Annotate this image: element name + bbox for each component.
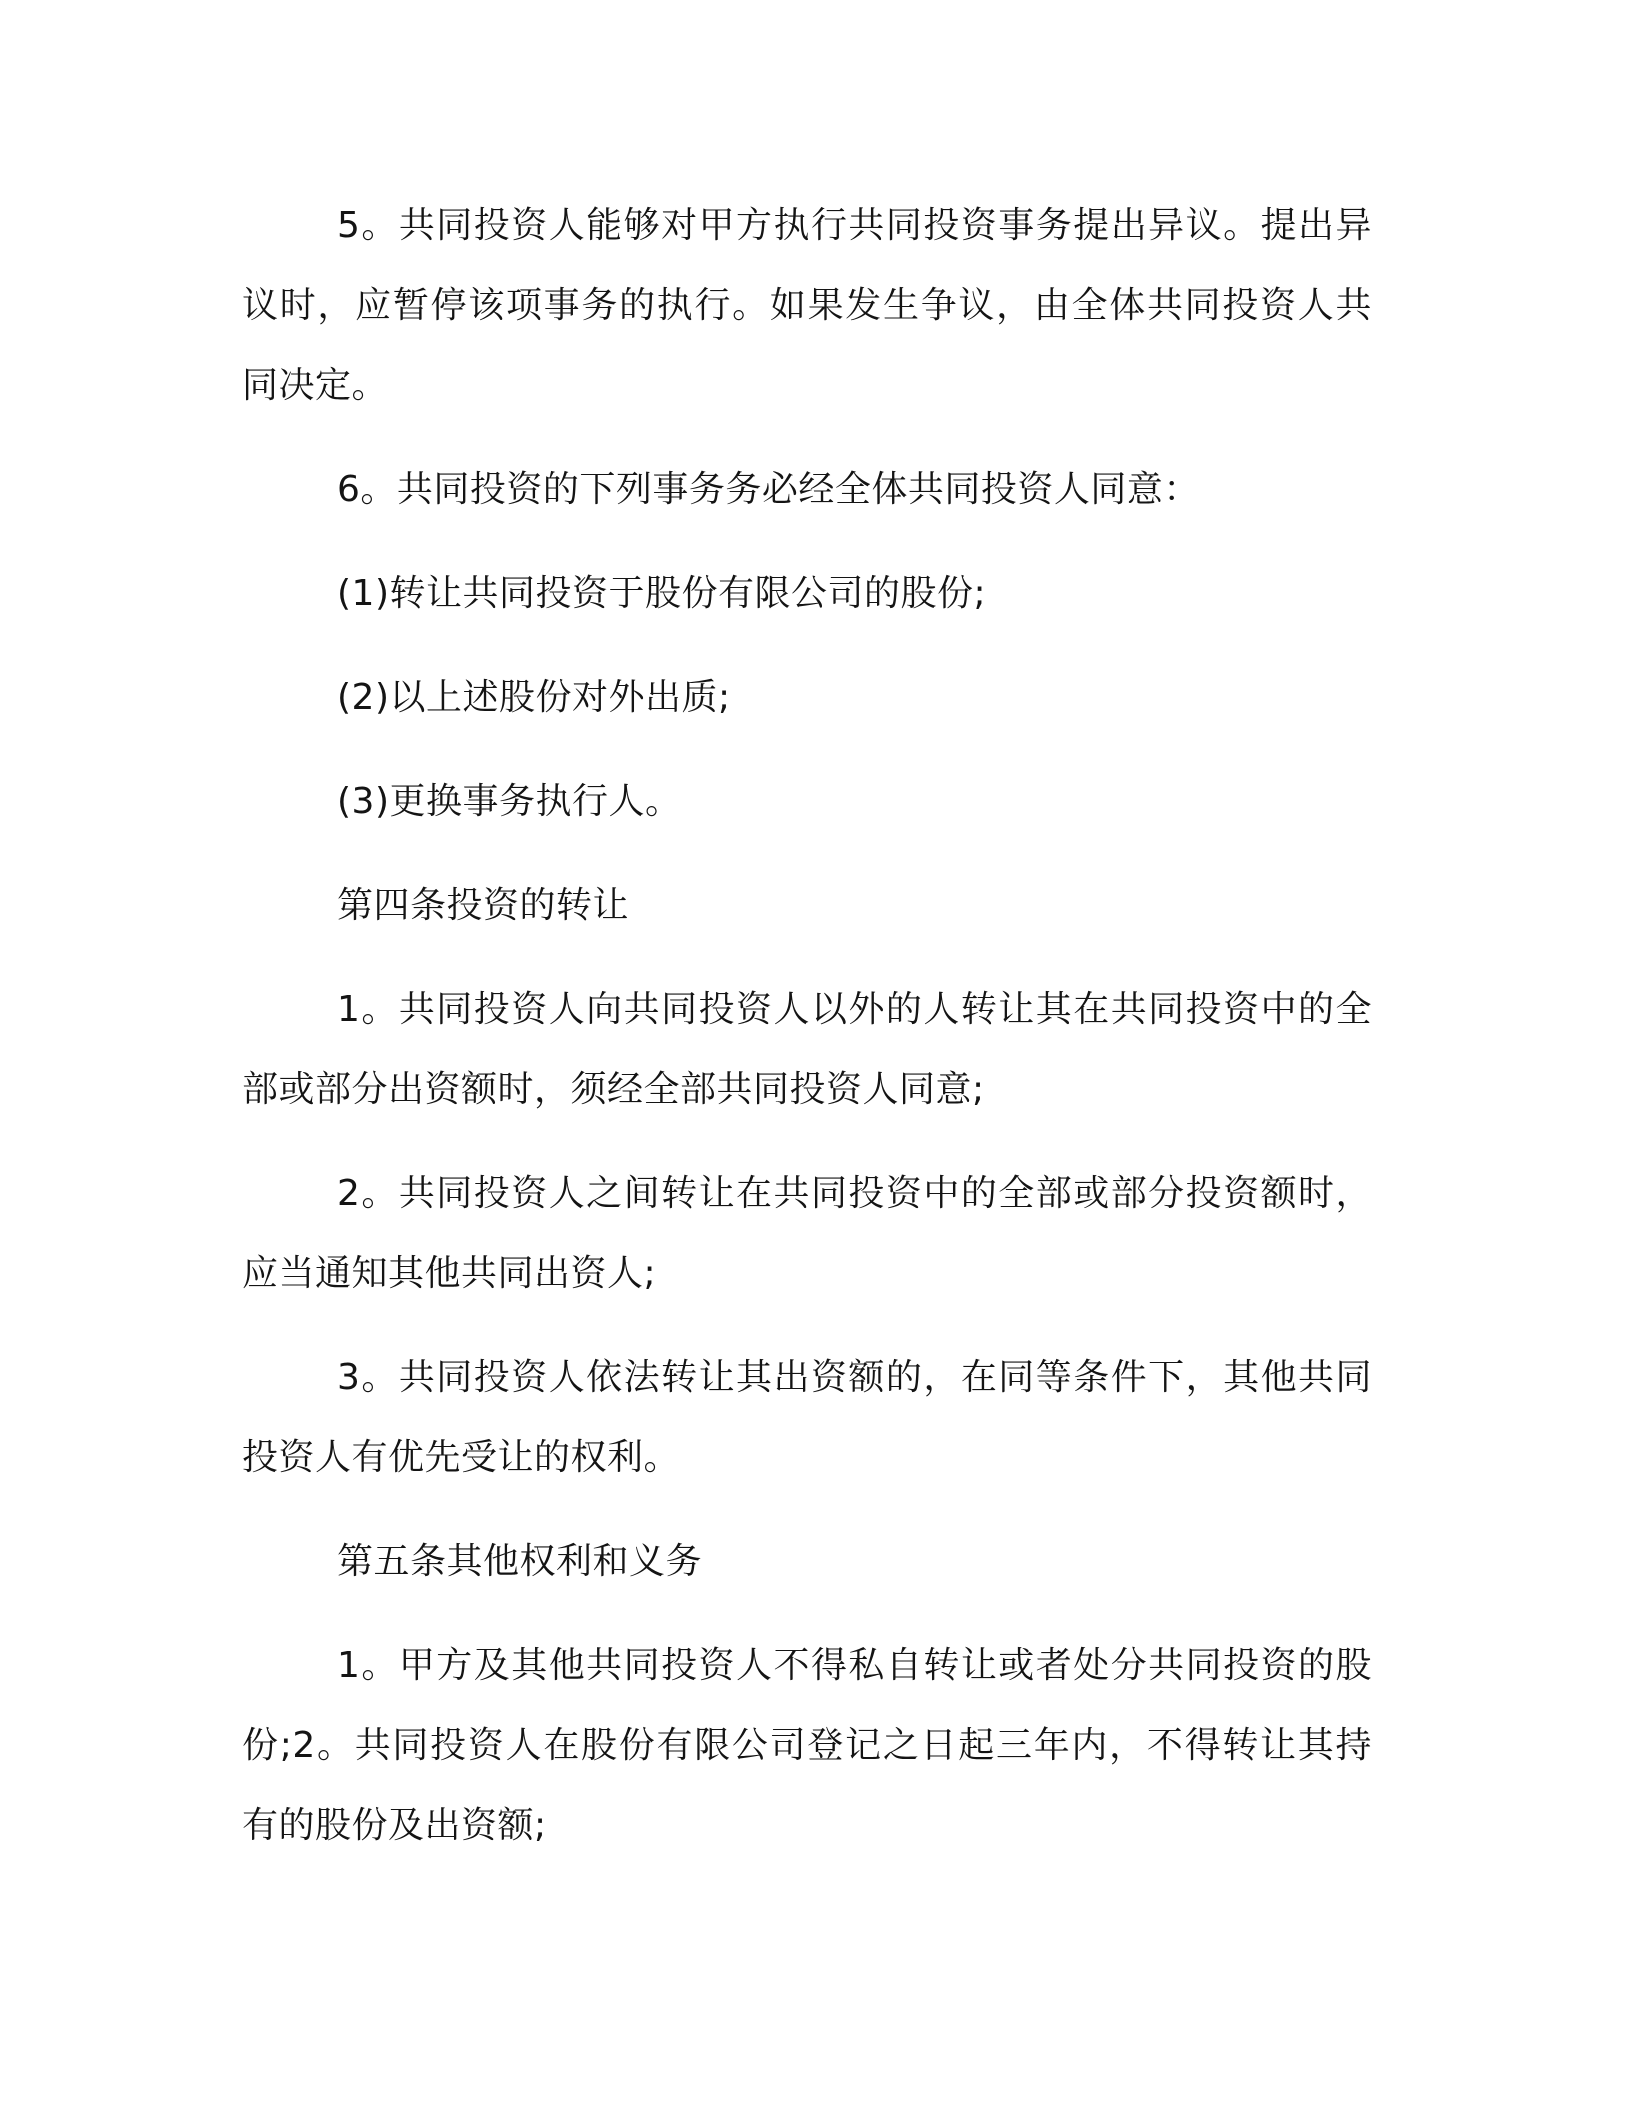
paragraph-item-1: (1)转让共同投资于股份有限公司的股份;: [337, 573, 987, 614]
paragraph-transfer-external: 1。共同投资人向共同投资人以外的人转让其在共同投资中的全部或部分出资额时，须经全部共同投资人同意;: [242, 989, 1372, 1110]
paragraph-item-3: (3)更换事务执行人。: [337, 781, 682, 822]
paragraph-other-obligations: 1。甲方及其他共同投资人不得私自转让或者处分共同投资的股份;2。共同投资人在股份有限公司登记之日起三年内，不得转让其持有的股份及出资额;: [242, 1645, 1372, 1846]
paragraph-consent-matters: 6。共同投资的下列事务务必经全体共同投资人同意：: [337, 469, 1200, 510]
section-heading-article-4: 第四条投资的转让: [337, 885, 630, 926]
paragraph-preemptive-right: 3。共同投资人依法转让其出资额的，在同等条件下，其他共同投资人有优先受让的权利。: [242, 1357, 1372, 1478]
section-heading-article-5: 第五条其他权利和义务: [337, 1541, 703, 1582]
paragraph-item-2: (2)以上述股份对外出质;: [337, 677, 731, 718]
paragraph-objection: 5。共同投资人能够对甲方执行共同投资事务提出异议。提出异议时，应暂停该项事务的执行。如果发生争议，由全体共同投资人共同决定。: [242, 205, 1372, 406]
paragraph-transfer-internal: 2。共同投资人之间转让在共同投资中的全部或部分投资额时，应当通知其他共同出资人;: [242, 1173, 1372, 1294]
document-body: [242, 186, 1372, 1866]
